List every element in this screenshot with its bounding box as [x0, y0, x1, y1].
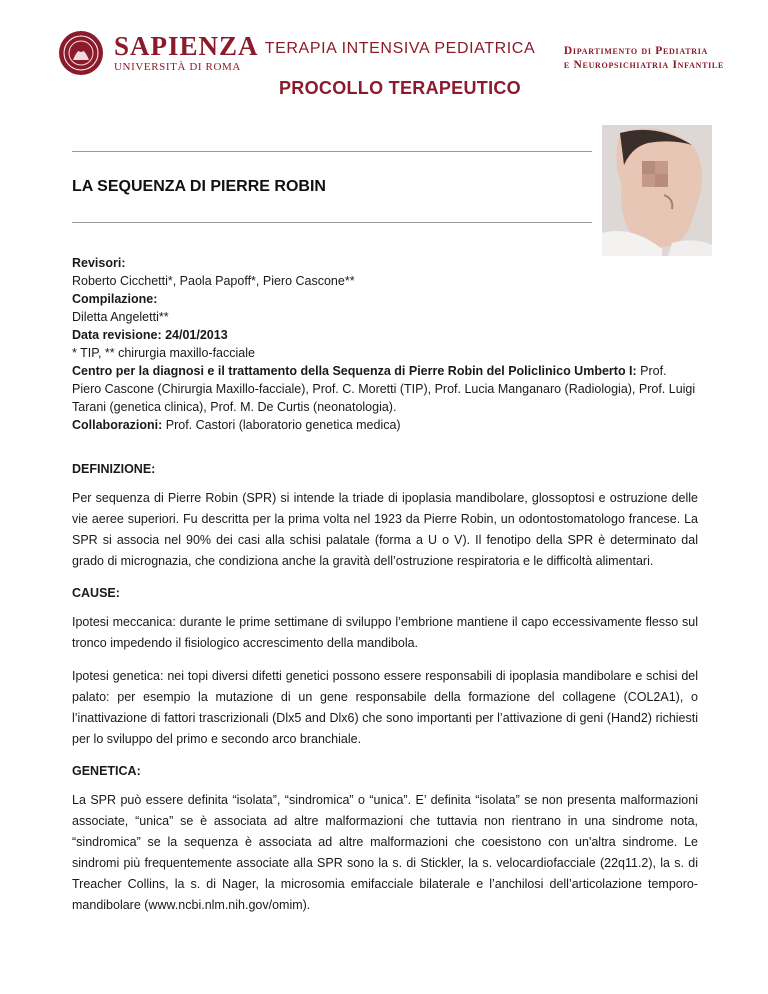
reviewers-names: Roberto Cicchetti*, Paola Papoff*, Piero Cascone** [72, 274, 355, 288]
section-text-genetica: La SPR può essere definita “isolata”, “sindromica” o “unica”. E’ definita “isolata” se non presenta malformazioni associate, “unica” se è associata ad altre malformazioni che tuttavia non rientrano in una sindrome nota, “sindromica” se la sequenza è associata ad altre malformazioni che coesistono con un'altra sindrome. Le sindromi più frequentemente associate alla SPR sono la s. di Stickler, la s. velocardiofacciale (22q11.2), la s. di Treacher Collins, la s. di Nager, la microsomia emifacciale bilaterale e l’anchilosi dell’articolazione temporo-mandibolare (www.ncbi.nlm.nih.gov/omim). [72, 793, 698, 912]
divider-bottom [72, 222, 592, 223]
section-title-genetica: GENETICA: [72, 764, 141, 778]
document-body [72, 254, 698, 916]
protocol-heading: PROCOLLO TERAPEUTICO [278, 78, 521, 98]
university-logo [58, 28, 259, 80]
patient-photo [602, 125, 712, 256]
section-text-definizione: Per sequenza di Pierre Robin (SPR) si intende la triade di ipoplasia mandibolare, glossoptosi e ostruzione delle vie aeree superiori. Fu descritta per la prima volta nel 1923 da Pierre Robin, un odontostomatologo francese. La SPR si associa nel 90% dei casi alla schisi palatale (forma a U o V). Il fenotipo della SPR è determinato dal grado di micrognazia, che condiziona anche la gravità dell’ostruzione respiratoria e le difficoltà alimentari. [72, 491, 698, 568]
compiler-name: Diletta Angeletti** [72, 310, 169, 324]
unit-title: TERAPIA INTENSIVA PEDIATRICA [264, 40, 536, 57]
section-title-cause: CAUSE: [72, 586, 120, 600]
reviewers-label: Revisori: [72, 256, 126, 270]
center-text: Prof. Piero Cascone (Chirurgia Maxillo-facciale), Prof. C. Moretti (TIP), Prof. Lucia Manganaro (Radiologia), Prof. Luigi Tarani (genetica clinica), Prof. M. De Curtis (neonatologia). [72, 364, 696, 414]
infant-profile-image [602, 125, 712, 256]
collab-label: Collaborazioni: [72, 418, 163, 432]
department-line-1: Dipartimento di Pediatria [563, 45, 709, 57]
center-paragraph [72, 362, 698, 416]
collab-text: Prof. Castori (laboratorio genetica medica) [162, 418, 401, 432]
section-text-cause-2: Ipotesi genetica: nei topi diversi difetti genetici possono essere responsabili di ipoplasia mandibolare e schisi del palato: per esempio la mutazione di un gene responsabile della formazione del collagene (COL2A1), o l’inattivazione di fattori trascrizionali (Dlx5 and Dlx6) che sono importanti per l’attivazione di geni (Hand2) richiesti per lo sviluppo del primo e secondo arco branchiale. [72, 669, 698, 746]
footnote: * TIP, ** chirurgia maxillo-facciale [72, 346, 255, 360]
center-label: Centro per la diagnosi e il trattamento della Sequenza di Pierre Robin del Policlinico Umberto I: [72, 364, 637, 378]
university-seal-icon [58, 30, 104, 76]
section-title-definizione: DEFINIZIONE: [72, 462, 156, 476]
department-name [564, 44, 724, 72]
department-line-2: e Neuropsichiatria Infantile [563, 59, 724, 71]
divider-top [72, 151, 592, 152]
collaborations [72, 416, 698, 434]
section-text-cause-1: Ipotesi meccanica: durante le prime settimane di sviluppo l’embrione mantiene il capo eccessivamente flesso sul tronco impedendo il fisiologico accrescimento della mandibola. [72, 615, 698, 650]
document-title: LA SEQUENZA DI PIERRE ROBIN [72, 178, 326, 195]
revision-date: Data revisione: 24/01/2013 [72, 328, 228, 342]
university-name: SAPIENZA [114, 31, 259, 61]
compilation-label: Compilazione: [72, 292, 158, 306]
university-subtitle: UNIVERSITÀ DI ROMA [114, 61, 241, 73]
